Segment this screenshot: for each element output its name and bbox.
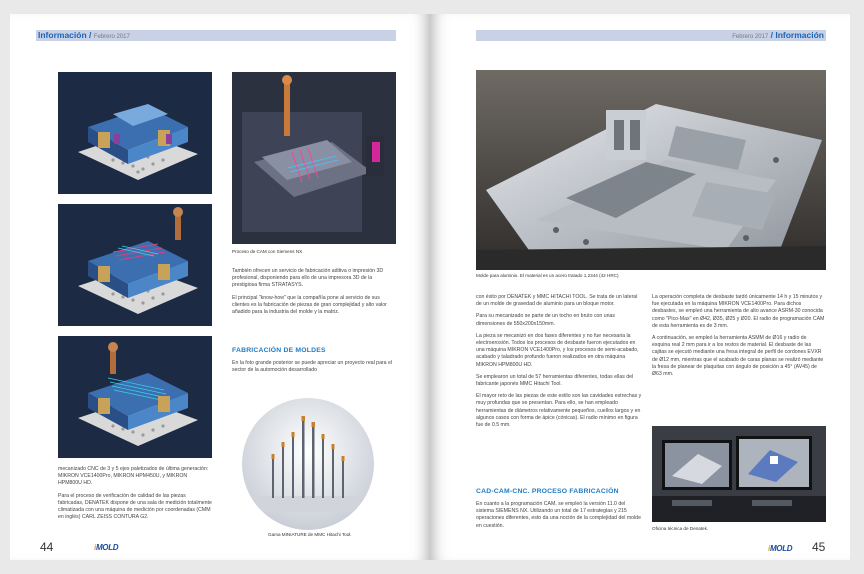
left-logo-text: MOLD (95, 543, 119, 552)
office-photo (652, 426, 826, 522)
left-header-date: Febrero 2017 (93, 34, 130, 40)
cam-render-2 (58, 204, 212, 326)
office-photo-graphic (652, 426, 826, 522)
right-col1-paragraph-6: En cuanto a la programación CAM, se empleó la versión 11.0 del sistema SIEMENS NX. Utilizando un total de 17 estrategias y 215 operaciones diferentes, esto da una noción de la complejidad del molde en cuestión. (476, 501, 641, 529)
cam-screenshot-caption: Proceso de CAM con Siemens NX (232, 249, 303, 254)
right-col2-paragraph-1: La operación completa de desbaste tardó únicamente 14 h y 15 minutos y fue ejecutada en la máquina MIKRON VCE1400Pro. Para dichos desbastes, se empleó una herramienta de alto avance ASRM-30 conocida como "Pico-Max" en Ø42, Ø35, Ø25 y Ø20. El radio de programación CAM de esta herramienta es de 3 mm. (652, 294, 825, 329)
tools-photo (242, 398, 374, 530)
mould-photo-graphic (476, 70, 826, 270)
cam-render-2-graphic (58, 204, 212, 326)
right-header-separator: / (770, 30, 773, 40)
right-col1-text-bottom (476, 501, 642, 535)
left-col1-text (58, 466, 212, 526)
right-col1-paragraph-3: La pieza se mecanizó en dos fases diferentes y no fue necesaria la electroerosión. Todos los procesos de desbaste fueron ejecutados en una máquina MIKRON VCE1400Pro, y los procesos de semi-acabado, acabado y taladrado profundo fueron realizados en otra máquina MIKRON HPM800U HD. (476, 332, 639, 368)
cam-screenshot (232, 72, 396, 244)
left-magazine-logo (94, 543, 118, 553)
right-header-text (732, 30, 824, 43)
right-col1-paragraph-4: Se emplearon un total de 57 herramientas diferentes, todas ellas del fabricante japonés MMC Hitachi Tool. (476, 373, 634, 388)
left-logo-prefix: i (94, 543, 96, 552)
right-col1-paragraph-2: Para su mecanizado se parte de un tocho en bruto con unas dimensiones de 550x200x150mm. (476, 313, 616, 327)
left-col1-paragraph-1: mecanizado CNC de 3 y 5 ejes paletizados de última generación: MIKRON VCE1400Pro, MIKRON HPM450U, y MIKRON HPM800U HD. (58, 466, 209, 487)
right-col1-paragraph-5: El mayor reto de las piezas de este estilo son las cavidades estrechas y muy profundas que se presentan. Para ello, se han empleado herramientas de diámetros relativamente pequeños, cuellos largos y en algunos casos con forma de ápice (cónicas). El radio mínimo en figura fue de 0.5 mm. (476, 393, 642, 429)
left-page-number: 44 (40, 540, 54, 554)
cam-render-1 (58, 72, 212, 194)
right-page (430, 14, 850, 560)
cam-render-1-graphic (58, 72, 212, 194)
right-col1-text-top (476, 294, 642, 434)
left-header-separator: / (89, 30, 92, 40)
right-col1-paragraph-1: con éxito por DENATEK y MMC HITACHI TOOL. Se trata de un lateral de un molde de gravedad de aluminio para un bloque motor. (476, 294, 638, 308)
left-col2-paragraph-1: También ofrecen un servicio de fabricación aditiva o impresión 3D profesional, disponiendo para ello de una impresora 3D de la prestigiosa firma STRATASYS. (232, 268, 384, 289)
office-photo-caption: Oficina técnica de Denatek. (652, 526, 709, 531)
right-logo-prefix: i (768, 544, 770, 553)
right-col2-paragraph-2: A continuación, se empleó la herramienta ASMM de Ø16 y radio de esquina real 2 mm para ir a los restos de material. El desbaste de las cajitas se ejecutó mediante una fresa integral de perfil de cordones EVXR de Ø12 mm, mientras que el acabado de caras planas se realizó mediante la fresa de planear de plaquitas con ángulo de posición a 45° (AV45) de Ø63 mm. (652, 335, 824, 378)
right-logo-text: MOLD (769, 544, 793, 553)
left-col2-text-top (232, 268, 396, 321)
right-header-section: Información (775, 30, 824, 40)
cam-render-3 (58, 336, 212, 458)
mould-photo-caption: Molde para aluminio. El material es un acero tratado 1.2344 (42 HRC) (476, 273, 619, 278)
tools-photo-caption: Gama MINIATURE de MMC Hitachi Tool. (268, 532, 352, 537)
right-magazine-logo (768, 544, 792, 554)
left-heading-fabricacion: FABRICACIÓN DE MOLDES (232, 347, 326, 354)
right-heading-cadcam: CAD-CAM-CNC. PROCESO FABRICACIÓN (476, 488, 619, 495)
left-col2-paragraph-2: El principal "know-how" que la compañía pone al servicio de sus clientes es la fabricación de piezas de gran complejidad y alto valor añadido para la industria del molde y la matriz. (232, 294, 387, 316)
left-col2-paragraph-3: En la foto grande posterior se puede apreciar un proyecto real para el sector de la automoción desarrollado (232, 360, 393, 374)
left-header-section: Información (38, 30, 87, 40)
left-col1-paragraph-2: Para el proceso de verificación de calidad de las piezas fabricadas, DENATEK dispone de una sala de medición totalmente climatizada con una máquina de medición por coordenadas (CMM en inglés) CARL ZEISS CONTURA G2. (58, 492, 212, 521)
right-page-number: 45 (812, 540, 826, 554)
cam-screenshot-graphic (232, 72, 396, 244)
right-header-date: Febrero 2017 (732, 34, 769, 40)
left-col2-text-bottom (232, 360, 396, 379)
right-col2-text (652, 294, 826, 383)
tools-photo-graphic (242, 398, 374, 530)
left-page (10, 14, 430, 560)
cam-render-3-graphic (58, 336, 212, 458)
left-header-bar (36, 30, 396, 41)
right-header-bar (476, 30, 826, 41)
left-header-text (38, 30, 130, 43)
mould-photo (476, 70, 826, 270)
